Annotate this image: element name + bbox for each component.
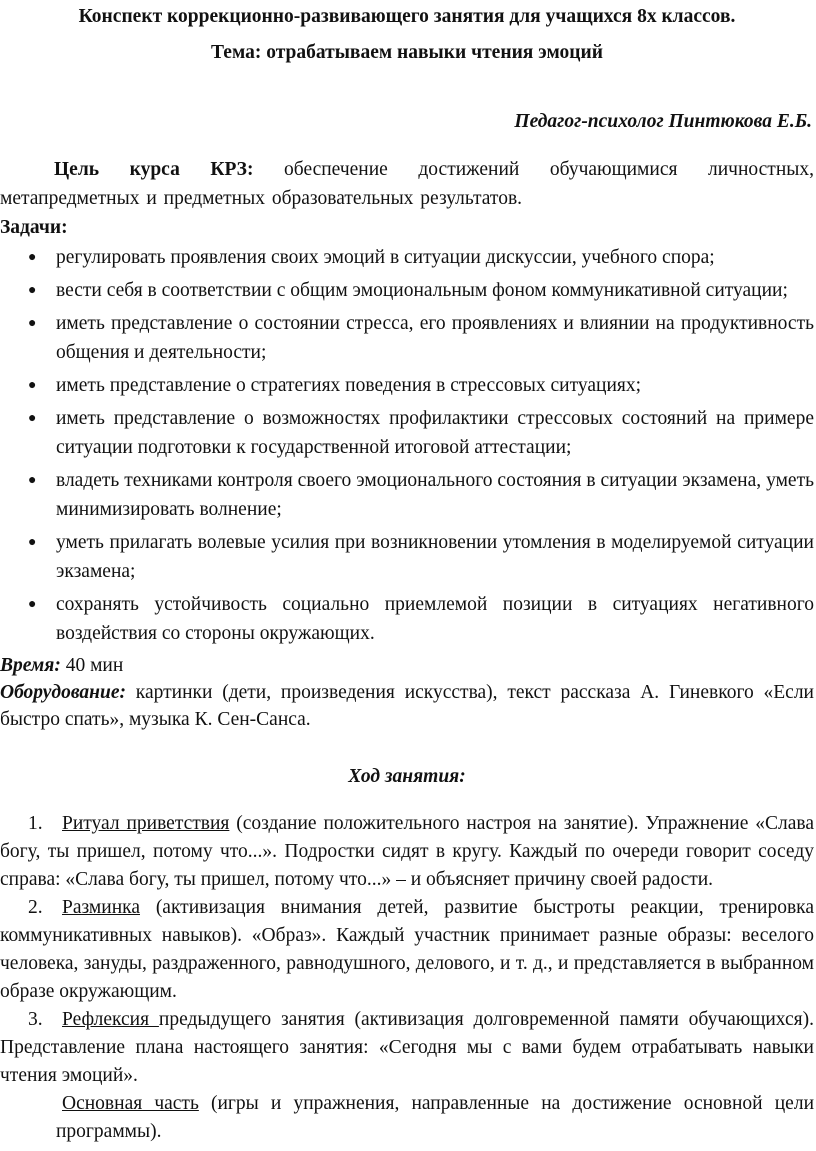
task-text: сохранять устойчивость социально приемлемой позиции в ситуациях негативного воздействия со стороны окружающих. (56, 593, 814, 644)
course-heading: Ход занятия: (348, 765, 466, 787)
step-number: 3. (28, 1009, 43, 1030)
equipment-line (0, 679, 814, 733)
time-value: 40 мин (60, 654, 124, 676)
list-item (0, 371, 814, 400)
equipment-label: Оборудование: (0, 681, 126, 703)
step-title: Разминка (62, 897, 140, 918)
list-item (0, 590, 814, 648)
goal-paragraph (0, 155, 814, 213)
step-title: Основная часть (62, 1093, 199, 1114)
author-line: Педагог-психолог Пинтюкова Е.Б. (514, 111, 812, 132)
task-text: иметь представление о стратегиях поведения в стрессовых ситуациях; (56, 374, 642, 396)
task-text: иметь представление о возможностях профилактики стрессовых состояний на примере ситуации подготовки к государственной итоговой аттестации; (56, 407, 814, 458)
step-number: 1. (28, 813, 43, 834)
step-text: предыдущего занятия (активизация долговременной памяти обучающихся). Представление плана настоящего занятия: «Сегодня мы с вами будем отрабатывать навыки чтения эмоций». (0, 1009, 814, 1086)
tasks-heading: Задачи: (0, 216, 68, 238)
document-page (0, 4, 814, 1146)
bullet-icon: ● (28, 377, 37, 393)
task-text: вести себя в соответствии с общим эмоциональным фоном коммуникативной ситуации; (56, 279, 788, 301)
task-text: владеть техниками контроля своего эмоционального состояния в ситуации экзамена, уметь минимизировать волнение; (56, 469, 814, 520)
time-label: Время: (0, 654, 61, 676)
goal-text: обеспечение достижений обучающимися личностных, метапредметных и предметных образовательных результатов. (0, 158, 814, 209)
task-text: уметь прилагать волевые усилия при возникновении утомления в моделируемой ситуации экзамена; (56, 531, 814, 582)
document-title: Конспект коррекционно-развивающего занятия для учащихся 8х классов. (78, 6, 736, 27)
goal-label: Цель курса КРЗ: (54, 158, 254, 180)
step-4 (0, 1090, 814, 1146)
equipment-value: картинки (дети, произведения искусства), текст рассказа А. Гиневкого «Если быстро спать», музыка К. Сен-Санса. (0, 681, 814, 730)
bullet-icon: ● (28, 249, 37, 265)
list-item (0, 528, 814, 586)
step-number (28, 1090, 54, 1118)
list-item (0, 309, 814, 367)
task-text: регулировать проявления своих эмоций в ситуации дискуссии, учебного спора; (56, 246, 715, 268)
bullet-icon: ● (28, 534, 37, 550)
bullet-icon: ● (28, 596, 37, 612)
step-text: (игры и упражнения, направленные на достижение основной цели программы). (56, 1093, 814, 1142)
step-title: Рефлексия (62, 1009, 159, 1030)
step-text: (создание положительного настроя на занятие). Упражнение «Слава богу, ты пришел, потому что...». Подростки сидят в кругу. Каждый по очереди говорит соседу справа: «Слава богу, ты пришел, потому что...» – и объясняет причину своей радости. (0, 813, 815, 890)
list-item (0, 243, 814, 272)
list-item (0, 276, 814, 305)
step-1 (0, 810, 814, 894)
bullet-icon: ● (28, 282, 37, 298)
time-line (0, 652, 814, 679)
lesson-topic: Тема: отрабатываем навыки чтения эмоций (211, 42, 603, 63)
bullet-icon: ● (28, 410, 37, 426)
step-3 (0, 1006, 814, 1090)
task-text: иметь представление о состоянии стресса, его проявлениях и влиянии на продуктивность общения и деятельности; (56, 312, 814, 363)
step-title: Ритуал приветствия (62, 813, 230, 834)
list-item (0, 404, 814, 462)
list-item (0, 466, 814, 524)
bullet-icon: ● (28, 315, 37, 331)
step-text: (активизация внимания детей, развитие быстроты реакции, тренировка коммуникативных навыков). «Образ». Каждый участник принимает разные образы: веселого человека, зануды, раздраженного, равнодушного, делового, и т. д., и представляется в выбранном образе окружающим. (0, 897, 814, 1002)
step-2 (0, 894, 814, 1006)
tasks-list (0, 243, 814, 648)
step-number: 2. (28, 897, 43, 918)
bullet-icon: ● (28, 472, 37, 488)
